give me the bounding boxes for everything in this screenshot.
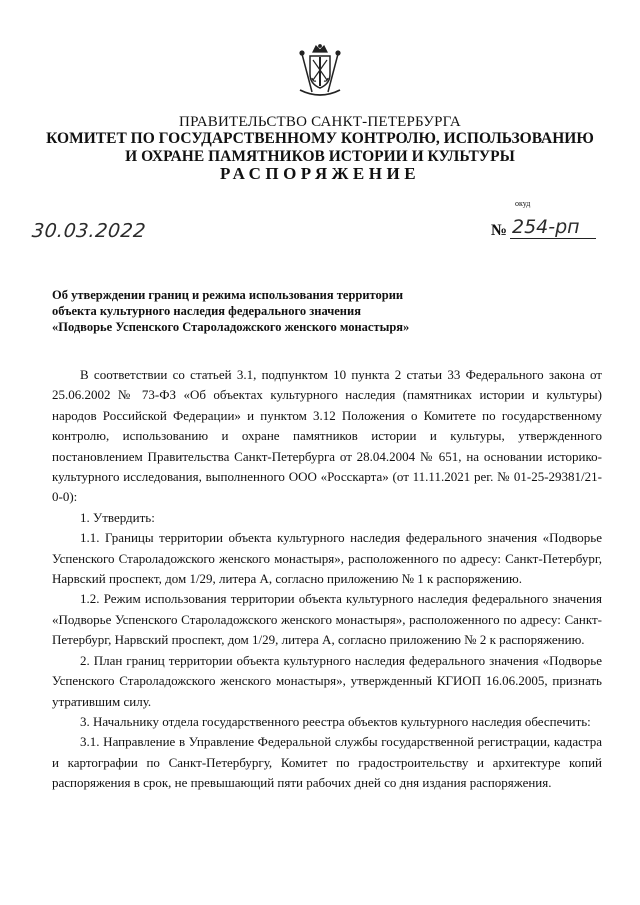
subject-line-3: «Подворье Успенского Староладожского женского монастыря» [52,320,410,334]
preamble-paragraph: В соответствии со статьей 3.1, подпунктом 10 пункта 2 статьи 33 Федерального закона от 25.06.2002 № 73-ФЗ «Об объектах культурного наследия (памятниках истории и культуры) народов Российской Федерации» и пунктом 3.12 Положения о Комитете по государственному контролю, использованию и охране памятников истории и культуры, утвержденного постановлением Правительства Санкт-Петербурга от 28.04.2004 № 651, на основании историко-культурного исследования, выполненного ООО «Росскарта» (от 11.11.2021 рег. № 01-25-29381/21-0-0): [52,367,602,505]
document-number: 254-рп [510,216,596,239]
okud-label: окуд [515,199,531,208]
number-label: № [491,222,508,239]
document-subject [52,287,409,335]
paragraph-1-1: 1.1. Границы территории объекта культурного наследия федерального значения «Подворье Успенского Староладожского женского монастыря», расположенного по адресу: Санкт-Петербург, Нарвский проспект, дом 1/29, литера А, согласно приложению № 1 к распоряжению. [52,530,602,587]
committee-line-1: КОМИТЕТ ПО ГОСУДАРСТВЕННОМУ КОНТРОЛЮ, ИСПОЛЬЗОВАНИЮ [46,130,594,147]
paragraph-3-1: 3.1. Направление в Управление Федеральной службы государственной регистрации, кадастра и картографии по Санкт-Петербургу, Комитет по градостроительству и архитектуре копий распоряжения в срок, не превышающий пяти рабочих дней со дня издания распоряжения. [52,734,602,791]
document-type: РАСПОРЯЖЕНИЕ [219,164,421,183]
paragraph-3: 3. Начальнику отдела государственного реестра объектов культурного наследия обеспечить: [80,713,591,729]
subject-line-2: объекта культурного наследия федерального значения [52,304,361,318]
saint-petersburg-coat-of-arms-icon [296,44,344,100]
document-date: 30.03.2022 [30,220,147,242]
subject-line-1: Об утверждении границ и режима использования территории [52,288,404,302]
paragraph-2: 2. План границ территории объекта культурного наследия федерального значения «Подворье Успенского Староладожского женского монастыря», утвержденный КГИОП 16.06.2005, признать утратившим силу. [52,652,602,709]
committee-name [0,130,640,166]
paragraph-1-2: 1.2. Режим использования территории объекта культурного наследия федерального значения «Подворье Успенского Староладожского женского монастыря», расположенного по адресу: Санкт-Петербург, Нарвский проспект, дом 1/29, литера А, согласно приложению № 2 к распоряжению. [52,591,602,648]
document-body [52,365,602,794]
government-name: ПРАВИТЕЛЬСТВО САНКТ-ПЕТЕРБУРГА [179,114,461,130]
paragraph-1: 1. Утвердить: [80,509,155,525]
committee-line-2: И ОХРАНЕ ПАМЯТНИКОВ ИСТОРИИ И КУЛЬТУРЫ [125,148,515,165]
